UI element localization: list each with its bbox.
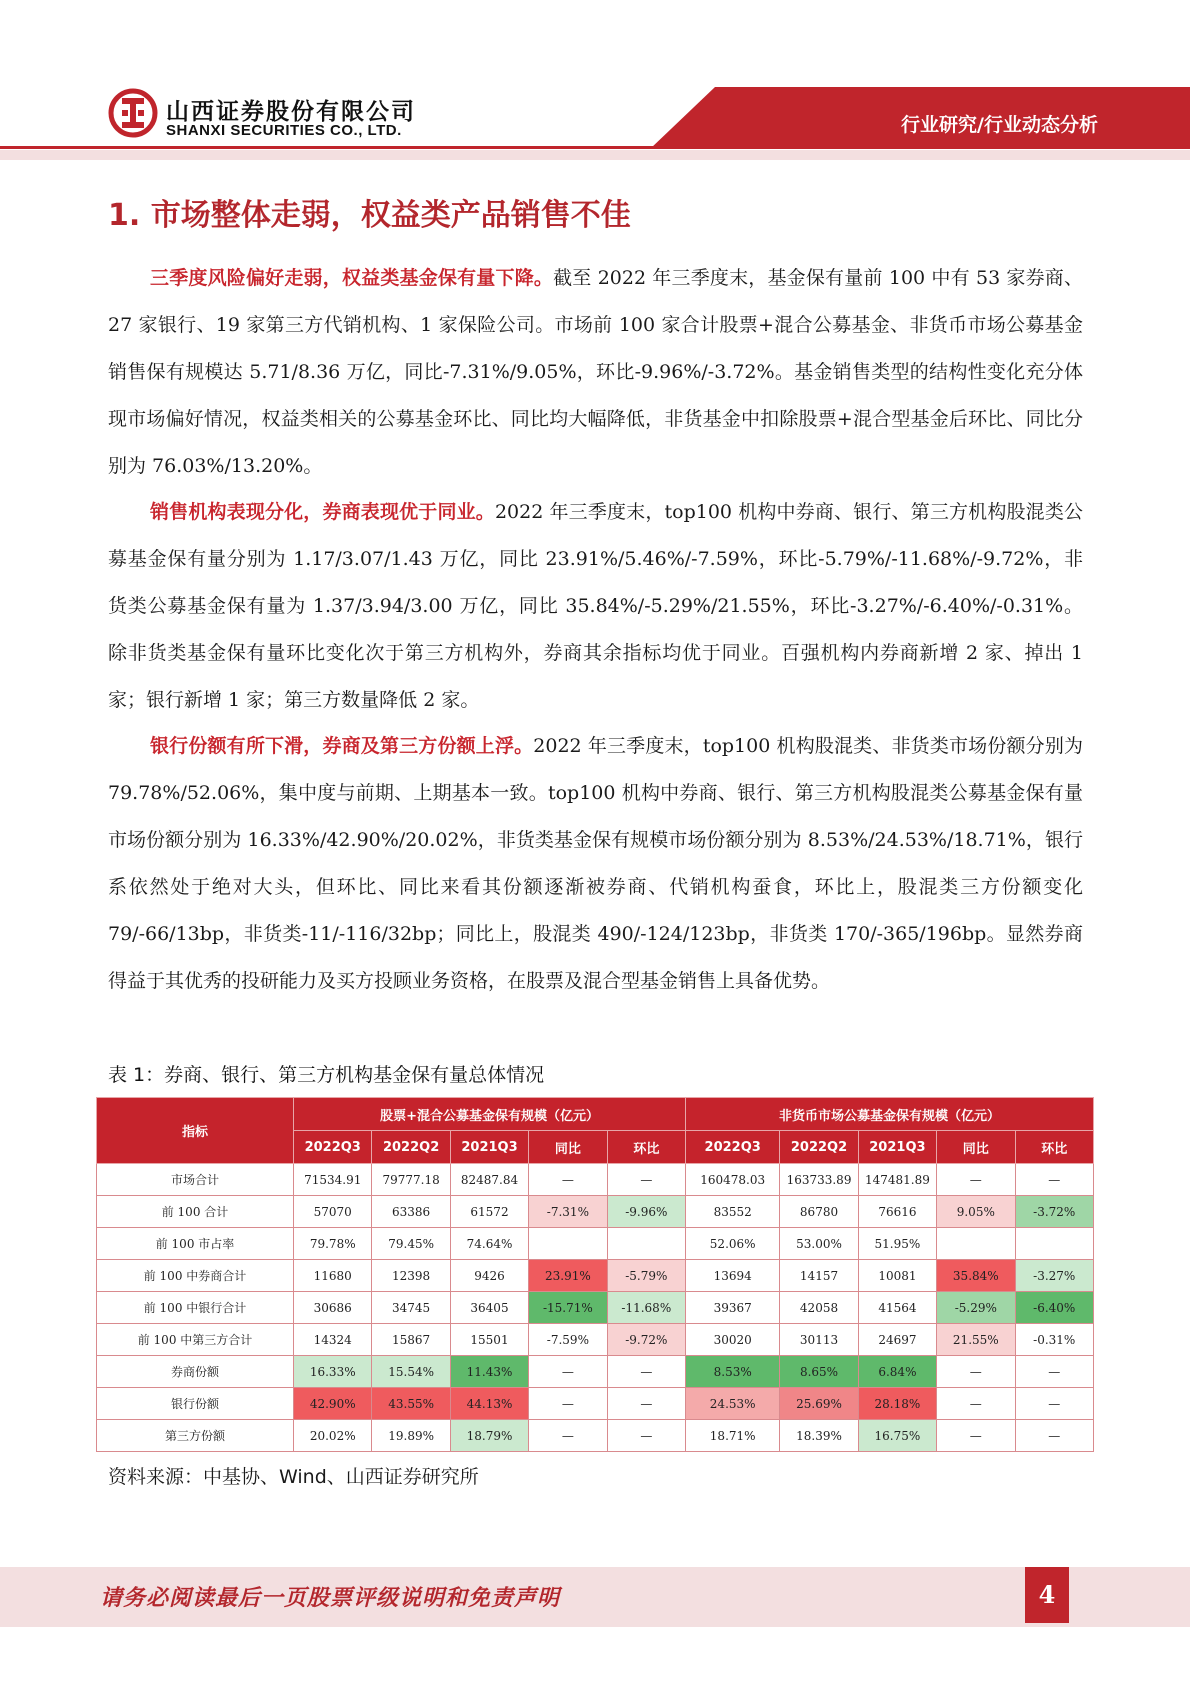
table-cell: 21.55% bbox=[937, 1324, 1015, 1356]
table-cell: 16.33% bbox=[294, 1356, 372, 1388]
table-cell: — bbox=[529, 1388, 607, 1420]
column-header: 2022Q2 bbox=[780, 1131, 858, 1164]
table-cell: -6.40% bbox=[1015, 1292, 1094, 1324]
table-cell: 16.75% bbox=[858, 1420, 936, 1452]
table-row bbox=[97, 1292, 1094, 1324]
table-cell: 15501 bbox=[450, 1324, 528, 1356]
table-cell: — bbox=[607, 1164, 685, 1196]
paragraph-lead: 银行份额有所下滑，券商及第三方份额上浮。 bbox=[150, 735, 534, 757]
table-cell: 13694 bbox=[686, 1260, 780, 1292]
table-cell: 160478.03 bbox=[686, 1164, 780, 1196]
row-label: 前 100 中第三方合计 bbox=[97, 1324, 294, 1356]
table-cell: 42058 bbox=[780, 1292, 858, 1324]
table-cell: -9.72% bbox=[607, 1324, 685, 1356]
company-name-cn: 山西证券股份有限公司 bbox=[166, 99, 416, 125]
table-cell: 53.00% bbox=[780, 1228, 858, 1260]
column-header: 同比 bbox=[529, 1131, 607, 1164]
table-cell: -15.71% bbox=[529, 1292, 607, 1324]
group-header-nonmonetary: 非货币市场公募基金保有规模（亿元） bbox=[686, 1098, 1094, 1131]
company-name-en: SHANXI SECURITIES CO., LTD. bbox=[166, 122, 402, 139]
table-cell: 8.65% bbox=[780, 1356, 858, 1388]
paragraph-1 bbox=[108, 255, 1083, 490]
table-cell: 57070 bbox=[294, 1196, 372, 1228]
page-header bbox=[0, 0, 1190, 160]
table-cell: 71534.91 bbox=[294, 1164, 372, 1196]
table-cell: — bbox=[607, 1388, 685, 1420]
table-cell: 79.78% bbox=[294, 1228, 372, 1260]
table-cell: 8.53% bbox=[686, 1356, 780, 1388]
table-cell: 79777.18 bbox=[372, 1164, 450, 1196]
paragraph-lead: 销售机构表现分化，券商表现优于同业。 bbox=[150, 501, 495, 523]
column-header: 环比 bbox=[1015, 1131, 1094, 1164]
table-cell: 9426 bbox=[450, 1260, 528, 1292]
table-cell: 19.89% bbox=[372, 1420, 450, 1452]
table-cell: 79.45% bbox=[372, 1228, 450, 1260]
paragraph-2 bbox=[108, 489, 1083, 724]
table-row bbox=[97, 1324, 1094, 1356]
table-cell: 43.55% bbox=[372, 1388, 450, 1420]
page-footer bbox=[0, 1567, 1190, 1627]
column-header: 同比 bbox=[937, 1131, 1015, 1164]
table-cell: — bbox=[529, 1356, 607, 1388]
table-cell: -5.29% bbox=[937, 1292, 1015, 1324]
table-source: 资料来源：中基协、Wind、山西证券研究所 bbox=[108, 1466, 479, 1488]
row-label: 前 100 合计 bbox=[97, 1196, 294, 1228]
row-label: 前 100 中银行合计 bbox=[97, 1292, 294, 1324]
table-cell: 34745 bbox=[372, 1292, 450, 1324]
paragraph-lead: 三季度风险偏好走弱，权益类基金保有量下降。 bbox=[150, 267, 554, 289]
table-cell: 15867 bbox=[372, 1324, 450, 1356]
footer-disclaimer: 请务必阅读最后一页股票评级说明和免责声明 bbox=[100, 1585, 561, 1611]
table-cell: 36405 bbox=[450, 1292, 528, 1324]
table-row bbox=[97, 1164, 1094, 1196]
table-cell: 20.02% bbox=[294, 1420, 372, 1452]
table-cell: — bbox=[529, 1164, 607, 1196]
column-header: 2022Q3 bbox=[686, 1131, 780, 1164]
table-cell: 6.84% bbox=[858, 1356, 936, 1388]
table-cell: -3.27% bbox=[1015, 1260, 1094, 1292]
table-cell: 23.91% bbox=[529, 1260, 607, 1292]
table-cell: 147481.89 bbox=[858, 1164, 936, 1196]
table-cell: 61572 bbox=[450, 1196, 528, 1228]
table-cell: 82487.84 bbox=[450, 1164, 528, 1196]
table-cell: — bbox=[937, 1420, 1015, 1452]
table-cell: 18.79% bbox=[450, 1420, 528, 1452]
table-cell: 11.43% bbox=[450, 1356, 528, 1388]
table-cell: -7.31% bbox=[529, 1196, 607, 1228]
table-cell: 76616 bbox=[858, 1196, 936, 1228]
table-cell: — bbox=[1015, 1164, 1094, 1196]
table-cell: 18.39% bbox=[780, 1420, 858, 1452]
table-cell: 39367 bbox=[686, 1292, 780, 1324]
table-cell: -7.59% bbox=[529, 1324, 607, 1356]
table-cell: 30020 bbox=[686, 1324, 780, 1356]
table-cell: 63386 bbox=[372, 1196, 450, 1228]
table-cell: 42.90% bbox=[294, 1388, 372, 1420]
table-cell: -5.79% bbox=[607, 1260, 685, 1292]
table-cell: — bbox=[607, 1356, 685, 1388]
table-row bbox=[97, 1196, 1094, 1228]
table-row bbox=[97, 1228, 1094, 1260]
table-cell: -11.68% bbox=[607, 1292, 685, 1324]
row-label: 前 100 中券商合计 bbox=[97, 1260, 294, 1292]
row-label: 第三方份额 bbox=[97, 1420, 294, 1452]
table-row bbox=[97, 1420, 1094, 1452]
section-title: 1. 市场整体走弱，权益类产品销售不佳 bbox=[108, 198, 631, 233]
table-cell: 83552 bbox=[686, 1196, 780, 1228]
table-cell: 74.64% bbox=[450, 1228, 528, 1260]
table-cell: — bbox=[937, 1164, 1015, 1196]
paragraph-3 bbox=[108, 723, 1083, 1005]
column-header: 2022Q2 bbox=[372, 1131, 450, 1164]
table-cell: -9.96% bbox=[607, 1196, 685, 1228]
table-cell: 15.54% bbox=[372, 1356, 450, 1388]
table-row bbox=[97, 1356, 1094, 1388]
table-cell bbox=[529, 1228, 607, 1260]
table-cell: 35.84% bbox=[937, 1260, 1015, 1292]
table-cell: — bbox=[1015, 1420, 1094, 1452]
table-cell: 24697 bbox=[858, 1324, 936, 1356]
column-header: 2021Q3 bbox=[858, 1131, 936, 1164]
table-cell: 86780 bbox=[780, 1196, 858, 1228]
group-header-equity: 股票+混合公募基金保有规模（亿元） bbox=[294, 1098, 686, 1131]
table-cell: — bbox=[1015, 1356, 1094, 1388]
row-label: 银行份额 bbox=[97, 1388, 294, 1420]
table-cell: 30686 bbox=[294, 1292, 372, 1324]
table-cell: 30113 bbox=[780, 1324, 858, 1356]
paragraph-body: 2022 年三季度末，top100 机构中券商、银行、第三方机构股混类公募基金保有量分别为 1.17/3.07/1.43 万亿，同比 23.91%/5.46%/-7.59%，环比-5.79%/-11.68%/-9.72%，非货类公募基金保有量为 1.37/3.94/3.00 万亿，同比 35.84%/-5.29%/21.55%，环比-3.27%/-6.40%/-0.31%。除非货类基金保有量环比变化次于第三方机构外，券商其余指标均优于同业。百强机构内券商新增 2 家、掉出 1 家；银行新增 1 家；第三方数量降低 2 家。 bbox=[108, 501, 1083, 711]
table-cell bbox=[937, 1228, 1015, 1260]
table-cell: — bbox=[1015, 1388, 1094, 1420]
header-divider bbox=[0, 150, 1190, 160]
page-number: 4 bbox=[1025, 1567, 1069, 1623]
table-cell: 18.71% bbox=[686, 1420, 780, 1452]
row-label: 市场合计 bbox=[97, 1164, 294, 1196]
fund-holdings-table bbox=[96, 1097, 1094, 1452]
table-cell: — bbox=[937, 1388, 1015, 1420]
table-cell: 24.53% bbox=[686, 1388, 780, 1420]
table-cell: 52.06% bbox=[686, 1228, 780, 1260]
table-cell: 14157 bbox=[780, 1260, 858, 1292]
table-cell: — bbox=[937, 1356, 1015, 1388]
table-cell: 14324 bbox=[294, 1324, 372, 1356]
table-cell: 10081 bbox=[858, 1260, 936, 1292]
table-cell bbox=[607, 1228, 685, 1260]
table-cell: 12398 bbox=[372, 1260, 450, 1292]
column-header: 2022Q3 bbox=[294, 1131, 372, 1164]
paragraph-body: 截至 2022 年三季度末，基金保有量前 100 中有 53 家券商、27 家银行、19 家第三方代销机构、1 家保险公司。市场前 100 家合计股票+混合公募基金、非货币市场公募基金销售保有规模达 5.71/8.36 万亿，同比-7.31%/9.05%，环比-9.96%/-3.72%。基金销售类型的结构性变化充分体现市场偏好情况，权益类相关的公募基金环比、同比均大幅降低，非货基金中扣除股票+混合型基金后环比、同比分别为 76.03%/13.20%。 bbox=[108, 267, 1083, 477]
table-cell: 41564 bbox=[858, 1292, 936, 1324]
table-cell: 11680 bbox=[294, 1260, 372, 1292]
table-cell: 163733.89 bbox=[780, 1164, 858, 1196]
table-cell: — bbox=[529, 1420, 607, 1452]
column-header: 2021Q3 bbox=[450, 1131, 528, 1164]
table-cell: -0.31% bbox=[1015, 1324, 1094, 1356]
row-label: 前 100 市占率 bbox=[97, 1228, 294, 1260]
report-type: 行业研究/行业动态分析 bbox=[901, 114, 1098, 136]
table-row bbox=[97, 1388, 1094, 1420]
table-cell: 28.18% bbox=[858, 1388, 936, 1420]
table-cell bbox=[1015, 1228, 1094, 1260]
indicator-header: 指标 bbox=[97, 1098, 294, 1164]
table-cell: — bbox=[607, 1420, 685, 1452]
table-caption: 表 1：券商、银行、第三方机构基金保有量总体情况 bbox=[108, 1064, 545, 1086]
row-label: 券商份额 bbox=[97, 1356, 294, 1388]
table-cell: 9.05% bbox=[937, 1196, 1015, 1228]
table-cell: 44.13% bbox=[450, 1388, 528, 1420]
table-row bbox=[97, 1260, 1094, 1292]
company-logo-icon bbox=[108, 88, 158, 138]
table-cell: 25.69% bbox=[780, 1388, 858, 1420]
table-cell: -3.72% bbox=[1015, 1196, 1094, 1228]
table-cell: 51.95% bbox=[858, 1228, 936, 1260]
paragraph-body: 2022 年三季度末，top100 机构股混类、非货类市场份额分别为 79.78%/52.06%，集中度与前期、上期基本一致。top100 机构中券商、银行、第三方机构股混类公募基金保有量市场份额分别为 16.33%/42.90%/20.02%，非货类基金保有规模市场份额分别为 8.53%/24.53%/18.71%，银行系依然处于绝对大头，但环比、同比来看其份额逐渐被券商、代销机构蚕食，环比上，股混类三方份额变化 79/-66/13bp，非货类-11/-116/32bp；同比上，股混类 490/-124/123bp，非货类 170/-365/196bp。显然券商得益于其优秀的投研能力及买方投顾业务资格，在股票及混合型基金销售上具备优势。 bbox=[108, 735, 1083, 992]
column-header: 环比 bbox=[607, 1131, 685, 1164]
